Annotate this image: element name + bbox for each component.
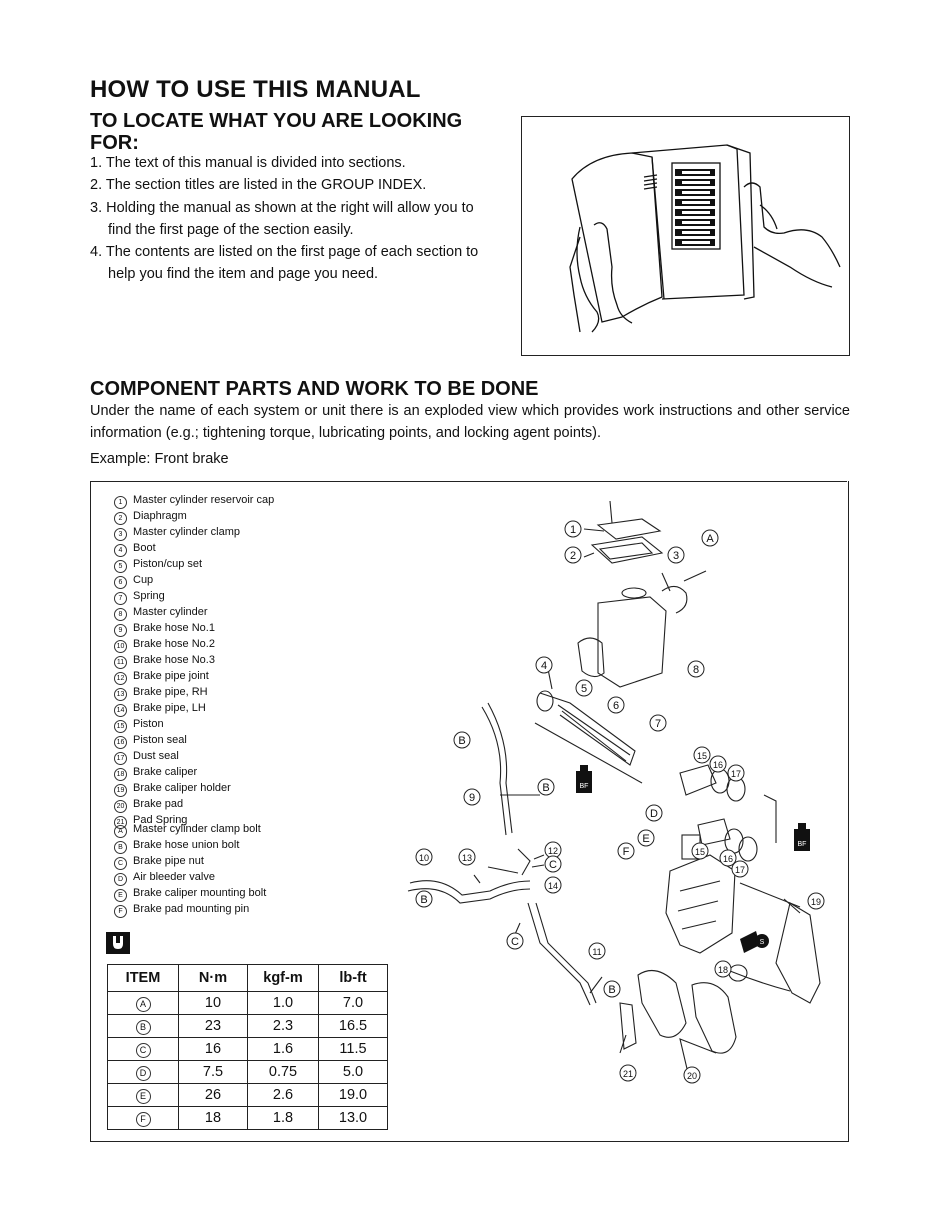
nm-cell: 7.5 <box>179 1061 248 1084</box>
svg-text:8: 8 <box>692 664 700 676</box>
diagram-callout <box>808 893 824 909</box>
svg-text:16: 16 <box>712 760 724 770</box>
instruction-step: 2. The section titles are listed in the GROUP INDEX. <box>90 177 427 194</box>
parts-list <box>114 493 274 829</box>
list-item: 1 Master cylinder reservoir cap <box>114 493 274 509</box>
diagram-callout <box>565 547 581 563</box>
svg-text:B: B <box>420 894 428 906</box>
list-item: 2 Diaphragm <box>114 509 274 525</box>
diagram-callout <box>604 981 620 997</box>
torque-wrench-icon <box>106 932 130 954</box>
list-item: 12 Brake pipe joint <box>114 669 274 685</box>
list-item: A Master cylinder clamp bolt <box>114 822 266 838</box>
nm-cell: 23 <box>179 1015 248 1038</box>
svg-text:9: 9 <box>468 792 476 804</box>
svg-text:19: 19 <box>810 897 822 907</box>
svg-text:BF: BF <box>579 783 589 790</box>
brake-fluid-icon <box>794 823 810 851</box>
page-title: HOW TO USE THIS MANUAL <box>90 76 421 103</box>
table-row <box>108 992 388 1015</box>
item-cell: D <box>108 1061 179 1084</box>
instruction-step: 1. The text of this manual is divided into sections. <box>90 155 406 171</box>
brake-fluid-icon <box>576 765 592 793</box>
diagram-callout <box>732 861 748 877</box>
svg-text:17: 17 <box>730 769 742 779</box>
item-cell: C <box>108 1038 179 1061</box>
diagram-callout <box>454 732 470 748</box>
list-item: F Brake pad mounting pin <box>114 902 266 918</box>
svg-text:21: 21 <box>622 1069 634 1079</box>
diagram-callout <box>728 765 744 781</box>
svg-text:7: 7 <box>654 718 662 730</box>
svg-text:A: A <box>706 533 714 545</box>
table-row <box>108 1038 388 1061</box>
lbft-cell: 11.5 <box>319 1038 388 1061</box>
diagram-callout <box>545 877 561 893</box>
svg-text:B: B <box>542 782 550 794</box>
diagram-callout <box>650 715 666 731</box>
table-row <box>108 1107 388 1130</box>
nm-cell: 26 <box>179 1084 248 1107</box>
diagram-callout <box>589 943 605 959</box>
diagram-callout <box>416 891 432 907</box>
diagram-callout <box>459 849 475 865</box>
svg-text:15: 15 <box>696 751 708 761</box>
svg-text:12: 12 <box>547 846 559 856</box>
diagram-callout <box>608 697 624 713</box>
diagram-callout <box>545 856 561 872</box>
component-heading: COMPONENT PARTS AND WORK TO BE DONE <box>90 378 539 400</box>
list-item: 11 Brake hose No.3 <box>114 653 274 669</box>
diagram-callout <box>618 843 634 859</box>
diagram-callout <box>710 756 726 772</box>
lbft-cell: 16.5 <box>319 1015 388 1038</box>
table-header-row <box>108 965 388 992</box>
list-item: 19 Brake caliper holder <box>114 781 274 797</box>
svg-text:B: B <box>458 735 466 747</box>
brake-exploded-diagram <box>380 483 845 1138</box>
list-item: 8 Master cylinder <box>114 605 274 621</box>
svg-text:13: 13 <box>461 853 473 863</box>
list-item: B Brake hose union bolt <box>114 838 266 854</box>
lbft-cell: 13.0 <box>319 1107 388 1130</box>
table-row <box>108 1015 388 1038</box>
svg-text:1: 1 <box>569 524 577 536</box>
list-item: 18 Brake caliper <box>114 765 274 781</box>
svg-text:15: 15 <box>694 847 706 857</box>
list-item: 13 Brake pipe, RH <box>114 685 274 701</box>
component-description: Under the name of each system or unit there is an exploded view which provides work instructions and other service information (e.g.; tightening torque, lubricating points, and locking agent points). <box>90 403 850 441</box>
diagram-callout <box>715 961 731 977</box>
diagram-callout <box>668 547 684 563</box>
svg-text:D: D <box>650 808 658 820</box>
instruction-step: 3. Holding the manual as shown at the right will allow you to find the first page of the section easily. <box>90 199 474 238</box>
list-item: 17 Dust seal <box>114 749 274 765</box>
svg-text:6: 6 <box>612 700 620 712</box>
diagram-callout <box>694 747 710 763</box>
item-cell: F <box>108 1107 179 1130</box>
kgfm-cell: 2.6 <box>248 1084 319 1107</box>
svg-text:2: 2 <box>569 550 577 562</box>
list-item: 16 Piston seal <box>114 733 274 749</box>
item-cell: E <box>108 1084 179 1107</box>
svg-text:10: 10 <box>418 853 430 863</box>
kgfm-cell: 0.75 <box>248 1061 319 1084</box>
lbft-cell: 7.0 <box>319 992 388 1015</box>
list-item: 21 Pad Spring <box>114 813 274 829</box>
svg-text:11: 11 <box>592 947 602 957</box>
nm-cell: 18 <box>179 1107 248 1130</box>
svg-text:F: F <box>622 846 630 858</box>
svg-text:C: C <box>511 936 519 948</box>
svg-text:17: 17 <box>734 865 746 875</box>
svg-text:BF: BF <box>797 841 807 848</box>
list-item: 9 Brake hose No.1 <box>114 621 274 637</box>
diagram-callout <box>464 789 480 805</box>
svg-text:4: 4 <box>540 660 548 672</box>
list-item: 5 Piston/cup set <box>114 557 274 573</box>
diagram-callout <box>692 843 708 859</box>
svg-text:14: 14 <box>547 881 559 891</box>
kgfm-cell: 1.8 <box>248 1107 319 1130</box>
bolts-list <box>114 822 266 918</box>
list-item: 6 Cup <box>114 573 274 589</box>
diagram-callout <box>416 849 432 865</box>
item-cell: B <box>108 1015 179 1038</box>
kgfm-cell: 1.0 <box>248 992 319 1015</box>
svg-text:16: 16 <box>722 854 734 864</box>
list-item: C Brake pipe nut <box>114 854 266 870</box>
table-row <box>108 1061 388 1084</box>
svg-text:B: B <box>608 984 616 996</box>
torque-table <box>107 964 388 1130</box>
kgfm-cell: 2.3 <box>248 1015 319 1038</box>
table-row <box>108 1084 388 1107</box>
list-item: 15 Piston <box>114 717 274 733</box>
column-header: kgf-m <box>248 965 319 992</box>
list-item: 4 Boot <box>114 541 274 557</box>
svg-text:3: 3 <box>672 550 680 562</box>
list-item: 14 Brake pipe, LH <box>114 701 274 717</box>
svg-text:C: C <box>549 859 557 871</box>
grease-icon <box>740 931 769 953</box>
lbft-cell: 19.0 <box>319 1084 388 1107</box>
list-item: 7 Spring <box>114 589 274 605</box>
diagram-callout <box>702 530 718 546</box>
column-header: lb-ft <box>319 965 388 992</box>
diagram-callout <box>538 779 554 795</box>
lbft-cell: 5.0 <box>319 1061 388 1084</box>
svg-text:5: 5 <box>580 683 588 695</box>
column-header: ITEM <box>108 965 179 992</box>
svg-text:18: 18 <box>717 965 729 975</box>
instruction-step: 4. The contents are listed on the first page of each section to help you find the item and page you need. <box>90 244 479 283</box>
list-item: 10 Brake hose No.2 <box>114 637 274 653</box>
diagram-callout <box>684 1067 700 1083</box>
nm-cell: 16 <box>179 1038 248 1061</box>
diagram-callout <box>688 661 704 677</box>
diagram-callout <box>576 680 592 696</box>
list-item: 3 Master cylinder clamp <box>114 525 274 541</box>
diagram-callout <box>507 933 523 949</box>
section-subtitle: TO LOCATE WHAT YOU ARE LOOKING FOR: <box>90 110 463 154</box>
diagram-callout <box>646 805 662 821</box>
nm-cell: 10 <box>179 992 248 1015</box>
svg-text:S: S <box>759 939 765 946</box>
example-label: Example: Front brake <box>90 451 229 467</box>
kgfm-cell: 1.6 <box>248 1038 319 1061</box>
diagram-callout <box>536 657 552 673</box>
list-item: D Air bleeder valve <box>114 870 266 886</box>
diagram-callout <box>565 521 581 537</box>
list-item: 20 Brake pad <box>114 797 274 813</box>
list-item: E Brake caliper mounting bolt <box>114 886 266 902</box>
column-header: N·m <box>179 965 248 992</box>
hands-holding-book-icon <box>522 117 849 355</box>
diagram-callout <box>620 1065 636 1081</box>
item-cell: A <box>108 992 179 1015</box>
svg-text:20: 20 <box>686 1071 698 1081</box>
diagram-callout <box>638 830 654 846</box>
svg-text:E: E <box>642 833 650 845</box>
manual-handling-illustration <box>521 116 850 356</box>
instruction-list <box>90 152 500 286</box>
